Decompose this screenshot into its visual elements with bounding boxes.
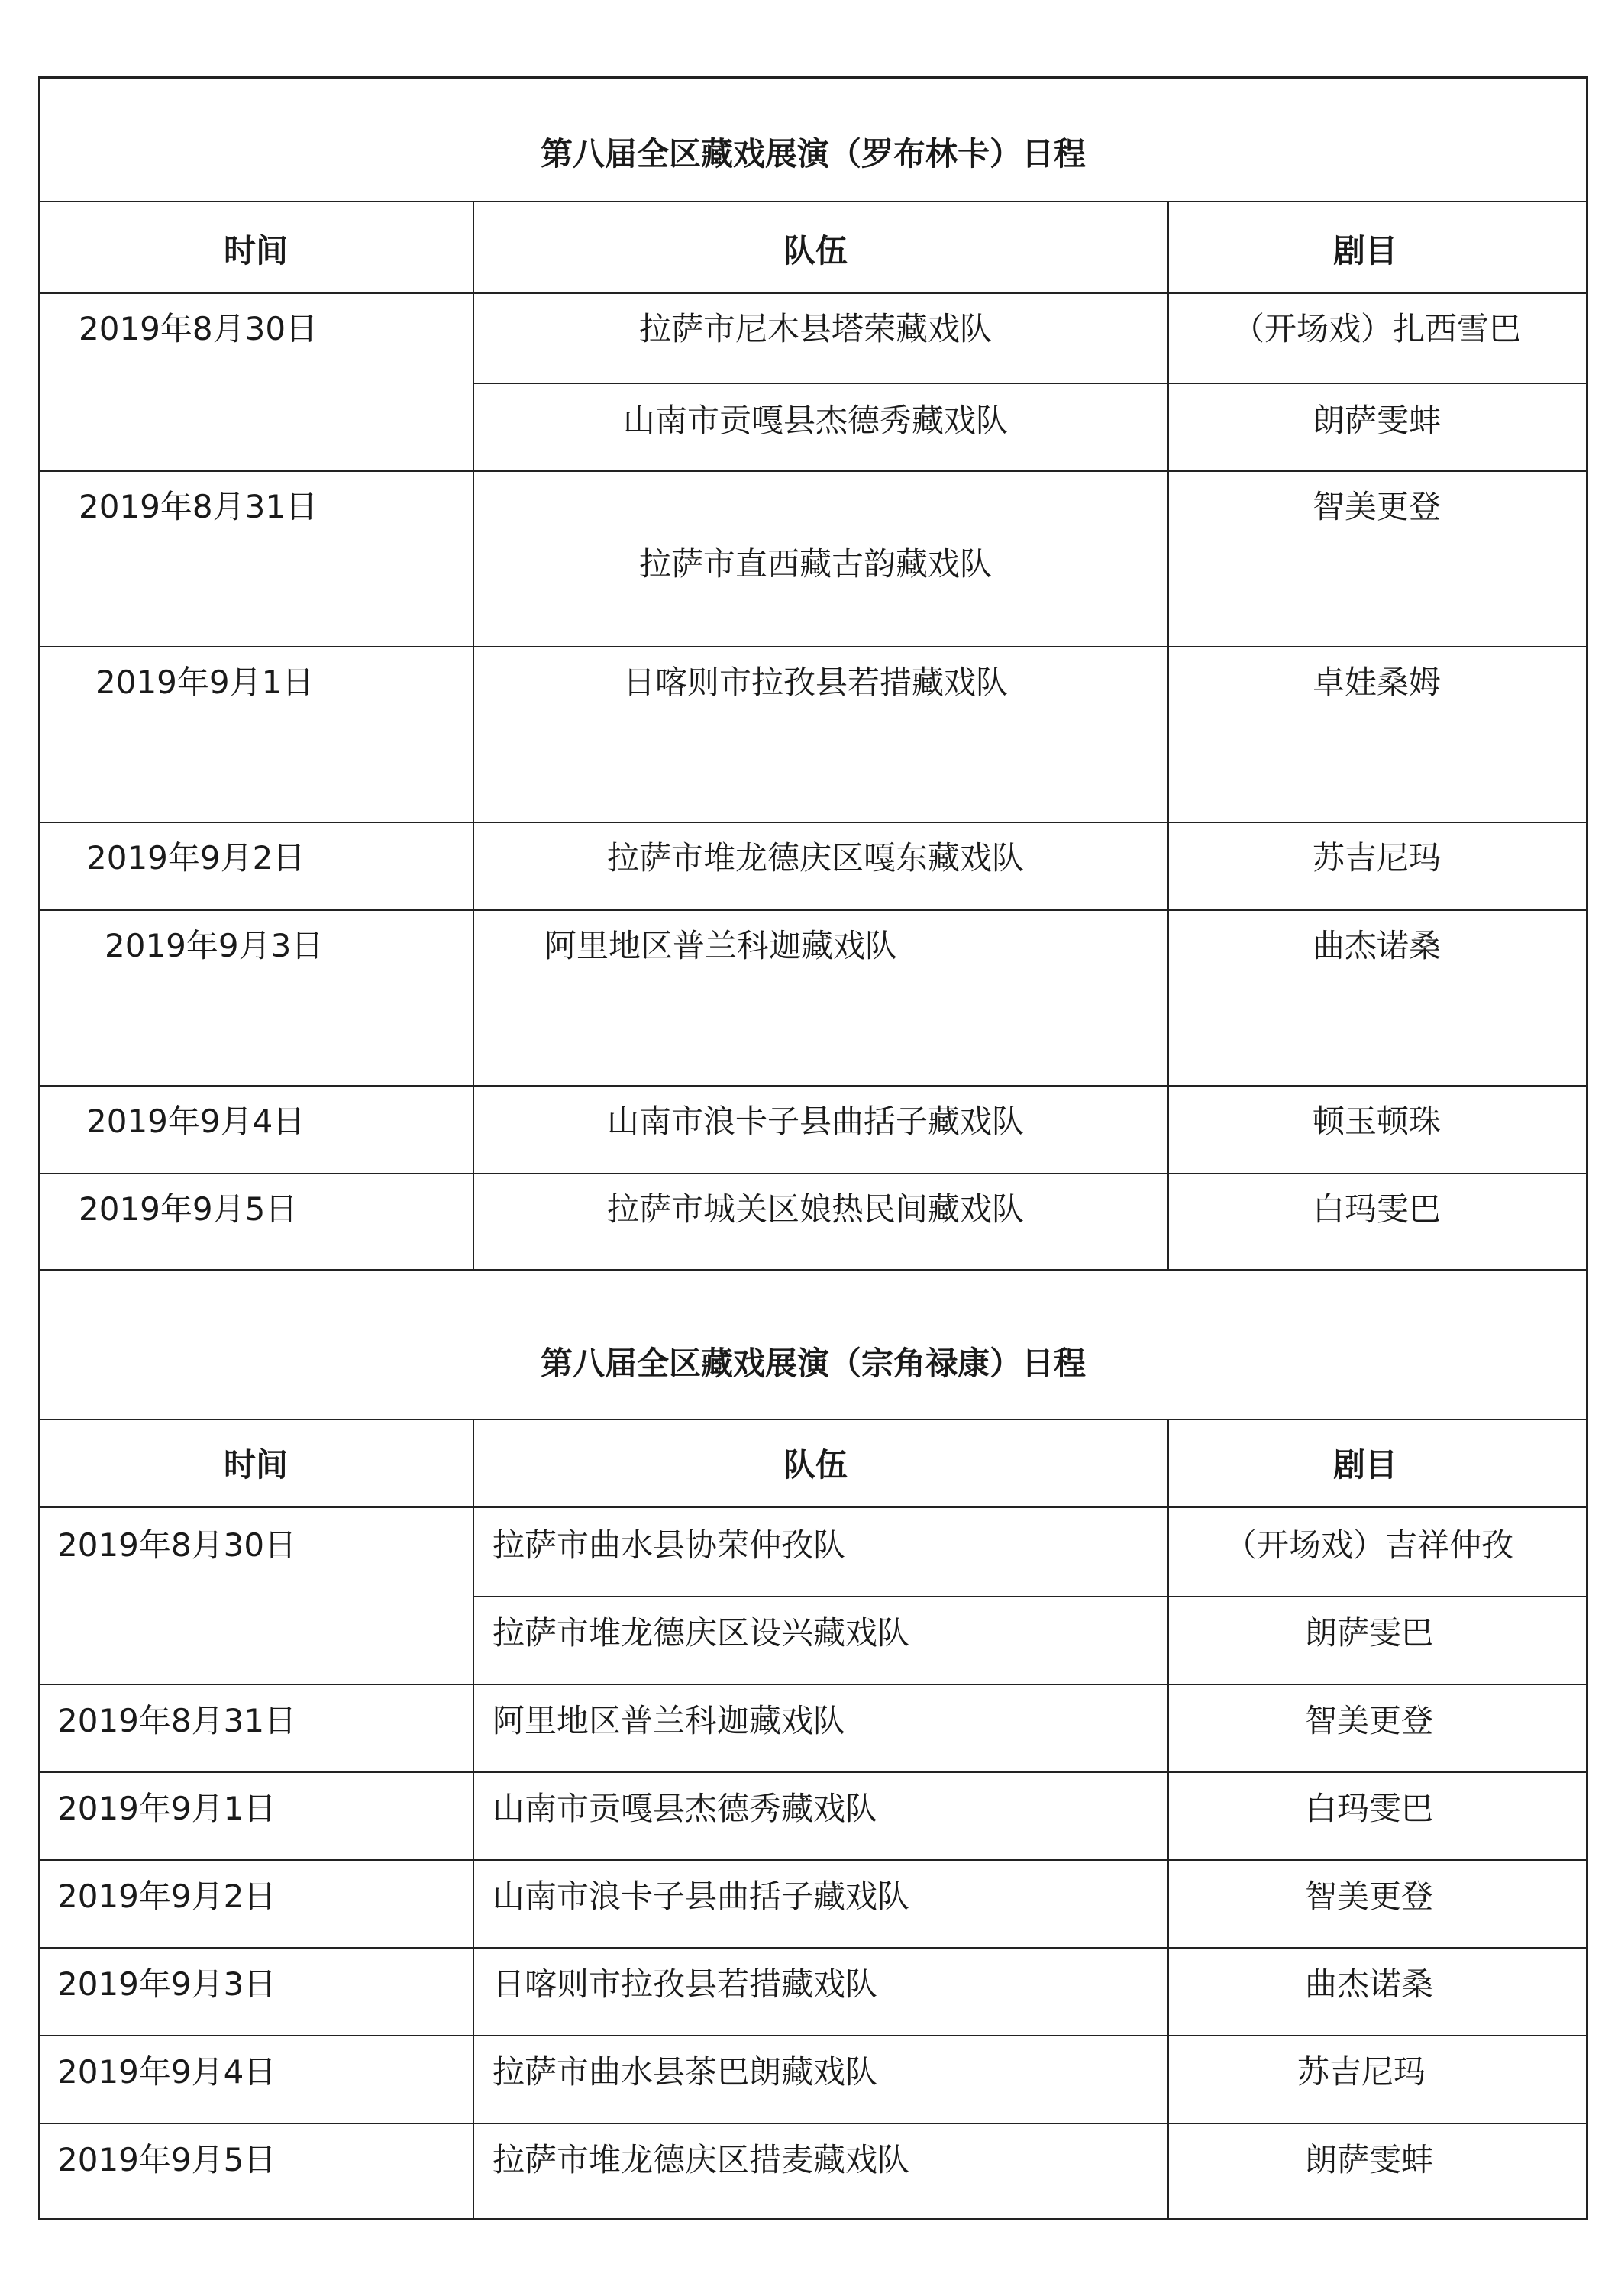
table-row-play: 白玛雯巴 (1304, 1790, 1434, 1827)
table-row-date: 2019年8月30日 (79, 310, 318, 347)
divider (40, 646, 1586, 647)
table-row-date: 2019年9月4日 (86, 1103, 305, 1140)
schedule2-title: 第八届全区藏戏展演（宗角禄康）日程 (540, 1345, 1086, 1382)
column-divider (1167, 201, 1169, 1269)
table-row-team: 拉萨市尼木县塔荣藏戏队 (638, 310, 993, 347)
divider (40, 822, 1586, 823)
table-row-team: 山南市贡嘎县杰德秀藏戏队 (622, 402, 1009, 439)
divider (473, 1596, 1588, 1597)
divider (40, 2035, 1586, 2036)
schedule2-header-time: 时间 (223, 1446, 289, 1484)
table-row-play: 智美更登 (1304, 1878, 1434, 1915)
column-divider (473, 1419, 474, 2220)
divider (40, 1173, 1586, 1174)
table-row-play: 智美更登 (1304, 1702, 1434, 1739)
divider (40, 1506, 1586, 1508)
table-row-date: 2019年9月3日 (105, 927, 324, 964)
table-row-play: 苏吉尼玛 (1312, 839, 1442, 877)
divider (40, 470, 1586, 472)
table-row-play: 朗萨雯蚌 (1312, 402, 1442, 439)
table-row-play: （开场戏）扎西雪巴 (1232, 310, 1522, 347)
schedule1-header-team: 队伍 (783, 232, 848, 270)
schedule2-header-team: 队伍 (783, 1446, 848, 1484)
table-row-date: 2019年9月3日 (57, 1965, 276, 2003)
divider (40, 909, 1586, 911)
table-row-team: 山南市贡嘎县杰德秀藏戏队 (493, 1790, 878, 1827)
table-row-team: 阿里地区普兰科迦藏戏队 (544, 927, 898, 964)
column-divider (473, 201, 474, 1269)
schedule1-title: 第八届全区藏戏展演（罗布林卡）日程 (540, 135, 1086, 173)
table-row-date: 2019年9月1日 (57, 1790, 276, 1827)
table-row-play: 曲杰诺桑 (1312, 927, 1442, 964)
table-row-play: 苏吉尼玛 (1297, 2053, 1426, 2091)
table-row-team: 山南市浪卡子县曲括子藏戏队 (493, 1878, 910, 1915)
divider (40, 1684, 1586, 1685)
table-row-team: 日喀则市拉孜县若措藏戏队 (622, 664, 1009, 701)
table-row-team: 日喀则市拉孜县若措藏戏队 (493, 1965, 878, 2003)
table-row-play: 朗萨雯巴 (1304, 1614, 1434, 1652)
schedule1-header-time: 时间 (223, 232, 289, 270)
divider (40, 1771, 1586, 1773)
table-row-play: 顿玉顿珠 (1312, 1103, 1442, 1140)
table-row-date: 2019年9月4日 (57, 2053, 276, 2091)
table-row-team: 拉萨市堆龙德庆区嘎东藏戏队 (606, 839, 1025, 877)
table-row-date: 2019年8月30日 (57, 1526, 297, 1564)
divider (40, 1085, 1586, 1087)
table-row-date: 2019年9月2日 (57, 1878, 276, 1915)
table-row-play: 朗萨雯蚌 (1304, 2141, 1434, 2178)
table-row-play: 曲杰诺桑 (1304, 1965, 1434, 2003)
divider (40, 1419, 1586, 1420)
table-row-team: 拉萨市曲水县协荣仲孜队 (493, 1526, 846, 1564)
table-row-play: 卓娃桑姆 (1312, 664, 1442, 701)
table-row-play: （开场戏）吉祥仲孜 (1224, 1526, 1514, 1564)
divider (40, 1947, 1586, 1949)
schedule2-header-play: 剧目 (1332, 1446, 1398, 1484)
divider (40, 292, 1586, 294)
divider (40, 1269, 1586, 1271)
schedule-sheet (38, 76, 1588, 2220)
table-row-date: 2019年9月5日 (79, 1190, 298, 1228)
divider (473, 383, 1588, 384)
table-row-play: 白玛雯巴 (1312, 1190, 1442, 1228)
table-row-team: 拉萨市城关区娘热民间藏戏队 (606, 1190, 1025, 1228)
divider (40, 1859, 1586, 1861)
table-row-team: 拉萨市堆龙德庆区设兴藏戏队 (493, 1614, 910, 1652)
table-row-date: 2019年8月31日 (57, 1702, 297, 1739)
column-divider (1167, 1419, 1169, 2220)
table-row-team: 阿里地区普兰科迦藏戏队 (493, 1702, 846, 1739)
divider (40, 201, 1586, 202)
table-row-date: 2019年8月31日 (79, 488, 318, 525)
table-row-date: 2019年9月5日 (57, 2141, 276, 2178)
divider (40, 2123, 1586, 2124)
table-row-team: 拉萨市堆龙德庆区措麦藏戏队 (493, 2141, 910, 2178)
table-row-date: 2019年9月2日 (86, 839, 305, 877)
table-row-team: 拉萨市直西藏古韵藏戏队 (638, 545, 993, 583)
schedule1-header-play: 剧目 (1332, 232, 1398, 270)
table-row-team: 山南市浪卡子县曲括子藏戏队 (606, 1103, 1025, 1140)
table-row-date: 2019年9月1日 (95, 664, 315, 701)
table-row-play: 智美更登 (1312, 488, 1442, 525)
table-row-team: 拉萨市曲水县茶巴朗藏戏队 (493, 2053, 878, 2091)
